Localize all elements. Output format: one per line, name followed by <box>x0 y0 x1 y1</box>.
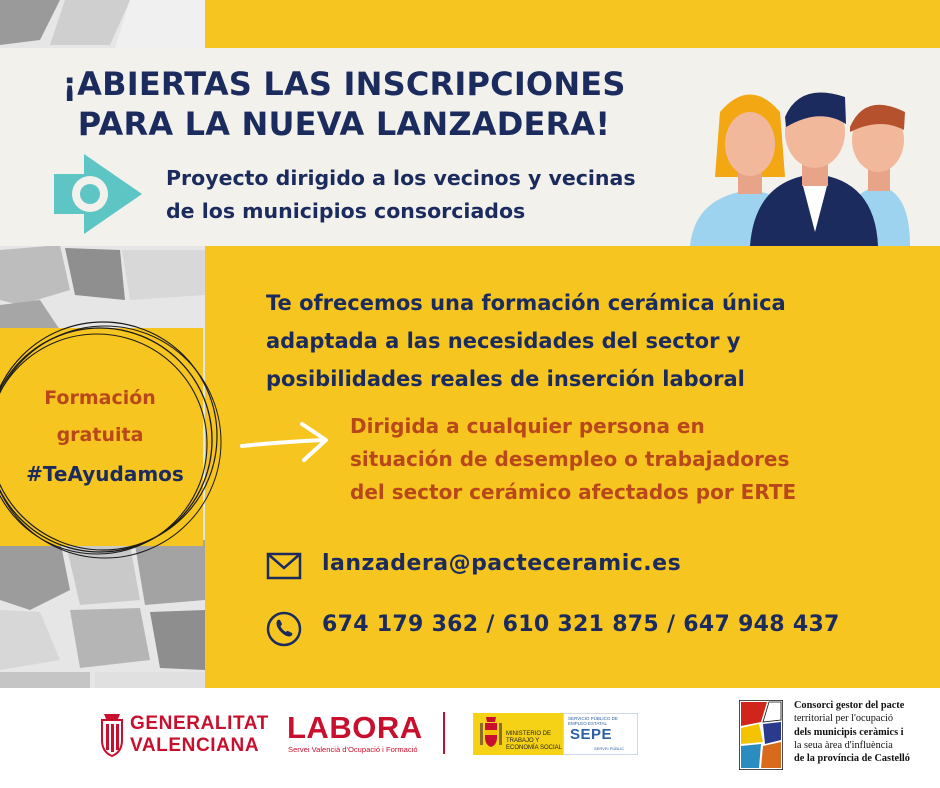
consorci-line-5: de la província de Castelló <box>794 753 910 765</box>
labora-logo: LABORA <box>287 710 423 745</box>
consorci-line-1: Consorci gestor del pacte <box>794 700 905 711</box>
offer-line-3: posibilidades reales de inserción laboral <box>266 367 745 391</box>
consorci-description <box>794 699 912 765</box>
footer-divider <box>443 712 445 754</box>
free-training-badge <box>10 380 190 454</box>
spain-crest-icon <box>478 717 504 755</box>
arrow-circle-icon <box>54 154 144 238</box>
gva-name-line-2: VALENCIANA <box>130 735 260 756</box>
sepe-caption: SERVICIO PÚBLICO DE EMPLEO ESTATAL <box>568 716 618 726</box>
top-yellow-strip <box>205 0 940 48</box>
target-line-3: del sector cerámico afectados por ERTE <box>350 480 797 504</box>
page-title <box>44 64 644 144</box>
target-audience-text <box>350 410 910 509</box>
subtitle <box>166 162 686 228</box>
gva-shield-icon <box>98 714 126 762</box>
hashtag: #TeAyudamos <box>26 462 184 486</box>
title-line-2: PARA LA NUEVA LANZADERA! <box>77 105 611 143</box>
consorci-line-3: dels municipis ceràmics i <box>794 726 904 738</box>
badge-line-1: Formación <box>44 387 156 409</box>
people-illustration <box>690 82 910 250</box>
offer-text <box>266 284 916 398</box>
phone-icon <box>265 610 303 652</box>
title-line-1: ¡ABIERTAS LAS INSCRIPCIONES <box>62 65 626 103</box>
subtitle-line-2: de los municipios consorciados <box>166 199 526 223</box>
subtitle-line-1: Proyecto dirigido a los vecinos y vecinas <box>166 166 636 190</box>
target-line-1: Dirigida a cualquier persona en <box>350 414 705 438</box>
email-link[interactable]: lanzadera@pacteceramic.es <box>322 551 682 576</box>
consorci-line-2: territorial per l'ocupació <box>794 713 894 725</box>
phone-numbers[interactable]: 674 179 362 / 610 321 875 / 647 948 437 <box>322 612 840 637</box>
arrow-right-icon <box>240 418 330 472</box>
offer-line-1: Te ofrecemos una formación cerámica única <box>266 291 786 315</box>
offer-line-2: adaptada a las necesidades del sector y <box>266 329 741 353</box>
consorci-line-4: la seua àrea d'influència <box>794 739 893 751</box>
target-line-2: situación de desempleo o trabajadores <box>350 447 790 471</box>
badge-line-2: gratuita <box>56 424 144 446</box>
labora-subtitle: Servei Valencià d'Ocupació i Formació <box>288 745 418 754</box>
gva-name-line-1: GENERALITAT <box>130 713 269 734</box>
sepe-name: SEPE <box>570 726 613 743</box>
mail-icon <box>266 552 302 584</box>
sepe-tiny-caption: SERVEI PÚBLIC <box>594 746 625 751</box>
ministerio-text: MINISTERIO DE TRABAJO Y ECONOMÍA SOCIAL <box>506 731 563 751</box>
consorci-logo <box>739 700 783 774</box>
